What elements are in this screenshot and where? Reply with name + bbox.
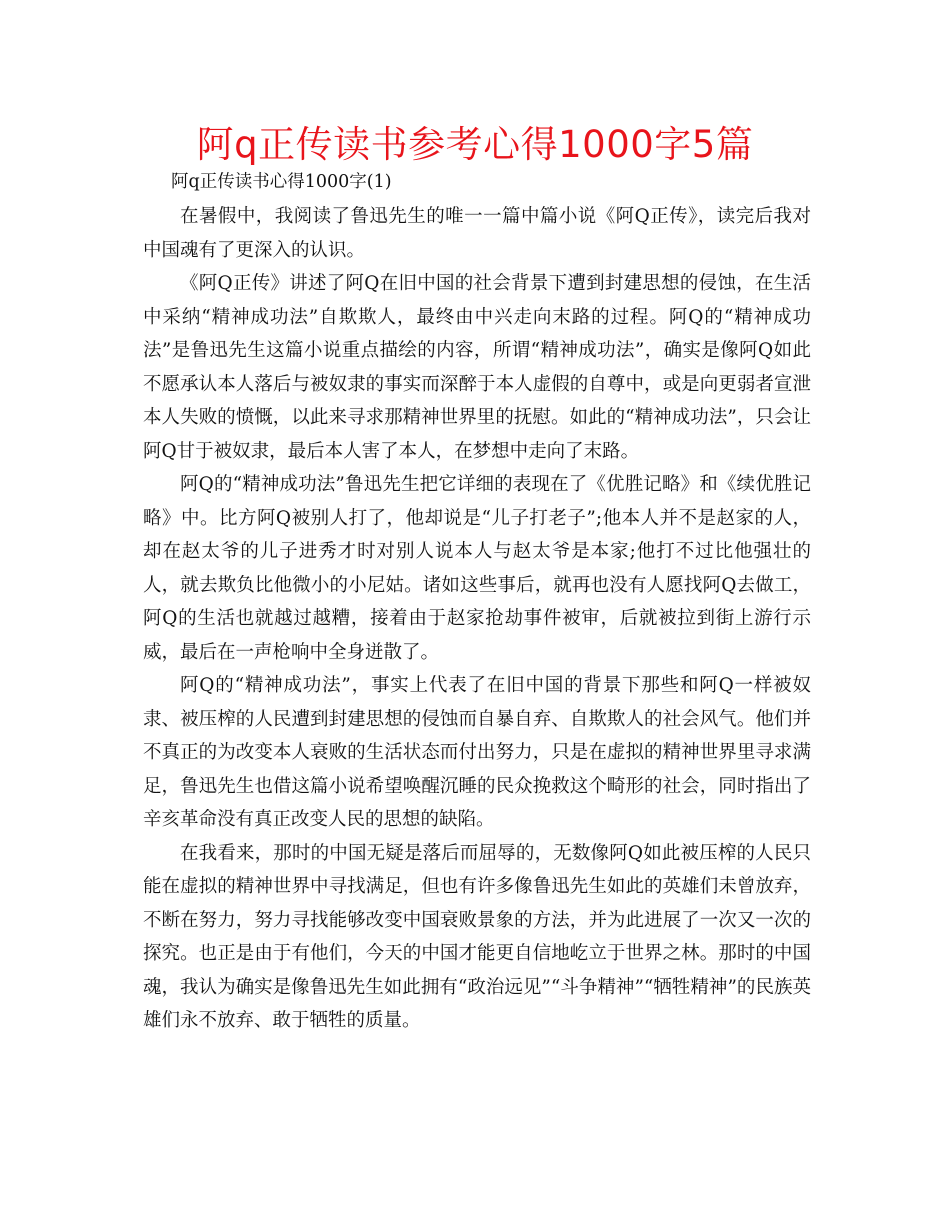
section-subtitle: 阿q正传读书心得1000字(1) xyxy=(171,172,392,192)
body-paragraph-1: 在暑假中，我阅读了鲁迅先生的唯一一篇中篇小说《阿Q正传》，读完后我对中国魂有了更深入的认识。 xyxy=(143,206,811,261)
document-title: 阿q正传读书参考心得1000字5篇 xyxy=(196,123,754,166)
document-body xyxy=(143,200,811,1038)
body-paragraph-3: 阿Q的“精神成功法”鲁迅先生把它详细的表现在了《优胜记略》和《续优胜记略》中。比方阿Q被别人打了，他却说是“儿子打老子”;他本人并不是赵家的人，却在赵太爷的儿子进秀才时对别人说本人与赵太爷是本家;他打不过比他强壮的人，就去欺负比他微小的小尼姑。诸如这些事后，就再也没有人愿找阿Q去做工，阿Q的生活也就越过越糟，接着由于赵家抢劫事件被审，后就被拉到街上游行示威，最后在一声枪响中全身迸散了。 xyxy=(143,474,811,663)
body-paragraph-4: 阿Q的“精神成功法”，事实上代表了在旧中国的背景下那些和阿Q一样被奴隶、被压榨的人民遭到封建思想的侵蚀而自暴自弃、自欺欺人的社会风气。他们并不真正的为改变本人衰败的生活状态而付出努力，只是在虚拟的精神世界里寻求满足，鲁迅先生也借这篇小说希望唤醒沉睡的民众挽救这个畸形的社会，同时指出了辛亥革命没有真正改变人民的思想的缺陷。 xyxy=(143,675,811,830)
body-paragraph-2: 《阿Q正传》讲述了阿Q在旧中国的社会背景下遭到封建思想的侵蚀，在生活中采纳“精神成功法”自欺欺人，最终由中兴走向末路的过程。阿Q的“精神成功法”是鲁迅先生这篇小说重点描绘的内容，所谓“精神成功法”，确实是像阿Q如此不愿承认本人落后与被奴隶的事实而深醉于本人虚假的自尊中，或是向更弱者宣泄本人失败的愤慨，以此来寻求那精神世界里的抚慰。如此的“精神成功法”，只会让阿Q甘于被奴隶，最后本人害了本人，在梦想中走向了末路。 xyxy=(143,273,811,462)
body-paragraph-5: 在我看来，那时的中国无疑是落后而屈辱的，无数像阿Q如此被压榨的人民只能在虚拟的精神世界中寻找满足，但也有许多像鲁迅先生如此的英雄们未曾放弃，不断在努力，努力寻找能够改变中国衰败景象的方法，并为此进展了一次又一次的探究。也正是由于有他们，今天的中国才能更自信地屹立于世界之林。那时的中国魂，我认为确实是像鲁迅先生如此拥有“政治远见”“斗争精神”“牺牲精神”的民族英雄们永不放弃、敢于牺牲的质量。 xyxy=(143,842,811,1031)
